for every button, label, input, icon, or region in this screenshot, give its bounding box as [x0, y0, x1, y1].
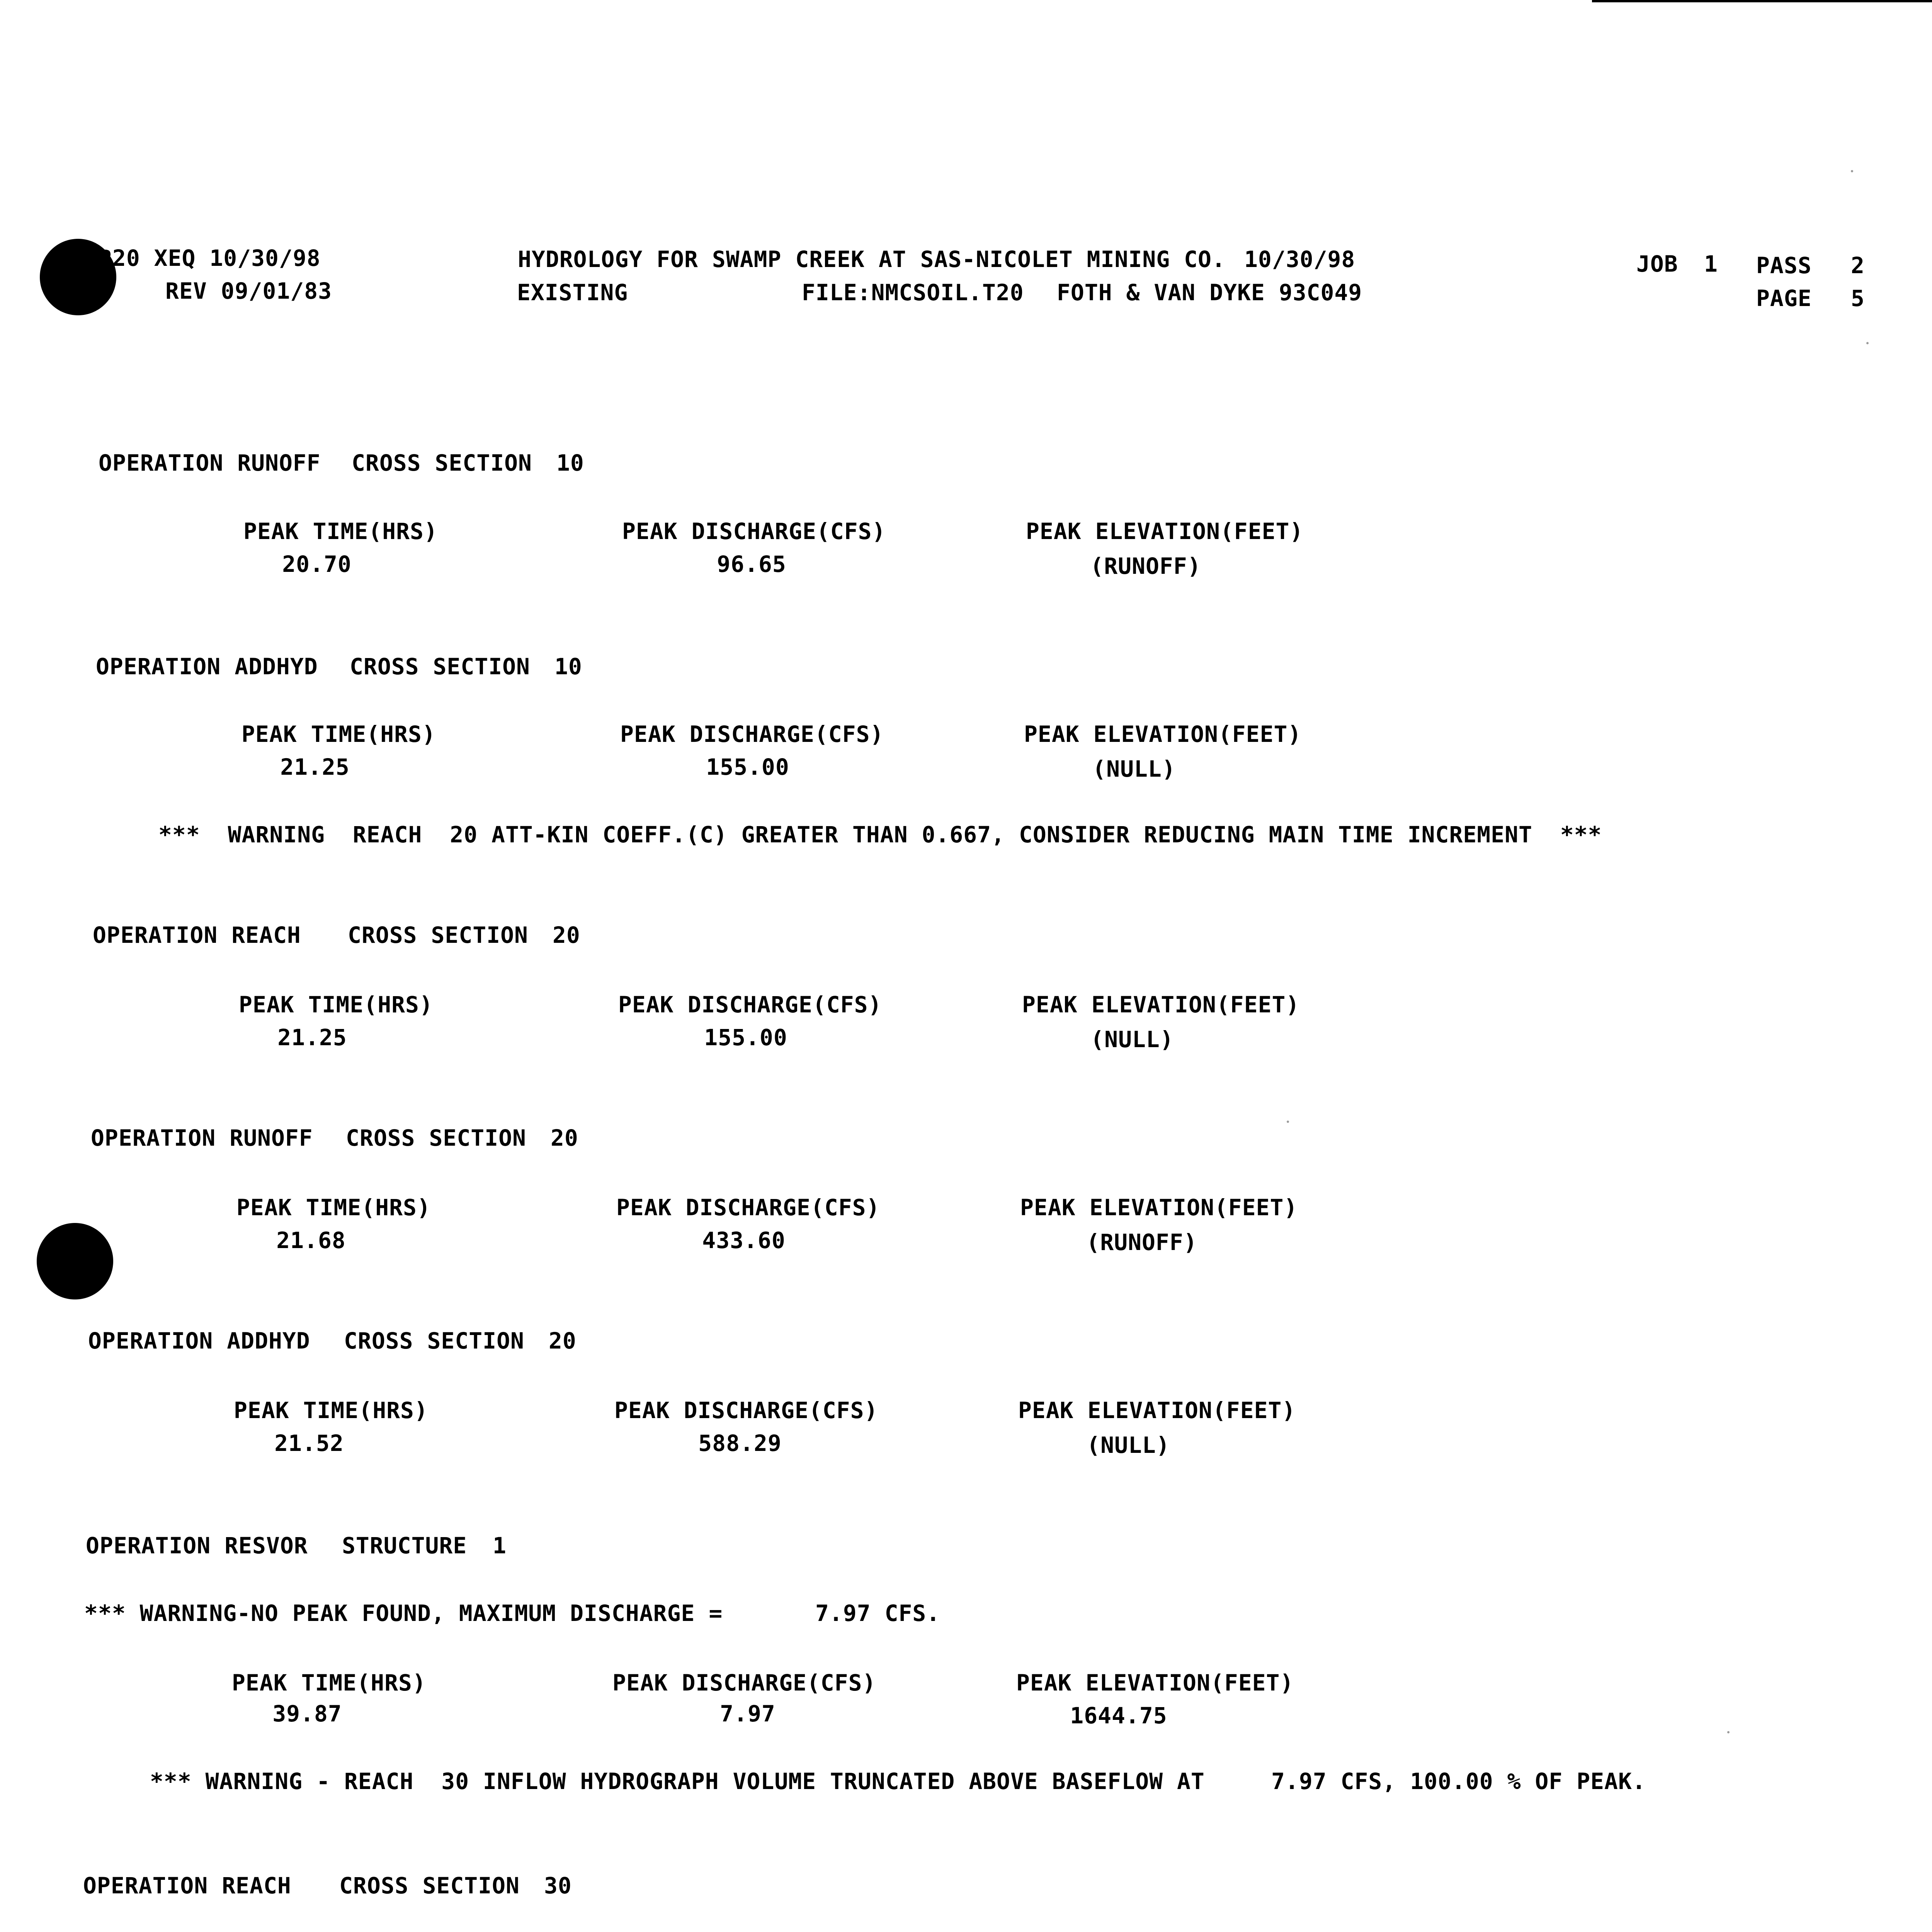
- peak-discharge-value: 96.65: [717, 551, 786, 577]
- warning-reach-20-att-kin: *** WARNING REACH 20 ATT-KIN COEFF.(C) GREATER THAN 0.667, CONSIDER REDUCING MAIN TIME INCREMENT ***: [158, 821, 1602, 848]
- peak-time-value: 20.70: [282, 551, 352, 577]
- peak-elevation-value: (RUNOFF): [1090, 553, 1201, 579]
- operation-label: OPERATION RUNOFF: [91, 1125, 313, 1151]
- section-label: STRUCTURE: [342, 1532, 467, 1559]
- peak-discharge-value: 588.29: [698, 1430, 782, 1456]
- peak-time-value: 21.68: [276, 1227, 346, 1253]
- section-label: CROSS SECTION: [344, 1328, 524, 1354]
- pass-label: PASS: [1756, 252, 1812, 279]
- section-label: CROSS SECTION: [350, 653, 530, 680]
- peak-time-header: PEAK TIME(HRS): [242, 721, 436, 747]
- peak-elevation-header: PEAK ELEVATION(FEET): [1018, 1397, 1296, 1423]
- operation-label: OPERATION ADDHYD: [88, 1328, 310, 1354]
- section-label: CROSS SECTION: [348, 922, 528, 948]
- firm-name: FOTH & VAN DYKE 93C049: [1057, 279, 1362, 306]
- scan-speck: [1727, 1731, 1730, 1733]
- peak-discharge-header: PEAK DISCHARGE(CFS): [620, 721, 884, 747]
- page-value: 5: [1851, 285, 1865, 311]
- section-number: 30: [544, 1872, 572, 1899]
- peak-elevation-header: PEAK ELEVATION(FEET): [1016, 1670, 1294, 1696]
- punch-hole-middle: [37, 1223, 113, 1299]
- peak-time-header: PEAK TIME(HRS): [236, 1194, 431, 1221]
- peak-time-value: 21.25: [280, 754, 350, 780]
- pass-value: 2: [1851, 252, 1865, 279]
- report-title: HYDROLOGY FOR SWAMP CREEK AT SAS-NICOLET MINING CO.: [518, 246, 1226, 272]
- operation-label: OPERATION RESVOR: [86, 1532, 308, 1559]
- peak-time-header: PEAK TIME(HRS): [234, 1397, 428, 1423]
- peak-elevation-header: PEAK ELEVATION(FEET): [1024, 721, 1302, 747]
- peak-time-value: 21.52: [274, 1430, 344, 1456]
- section-number: 20: [553, 922, 580, 948]
- peak-discharge-header: PEAK DISCHARGE(CFS): [614, 1397, 878, 1423]
- peak-time-header: PEAK TIME(HRS): [232, 1670, 426, 1696]
- peak-discharge-value: 155.00: [706, 754, 789, 780]
- peak-elevation-value: (NULL): [1092, 756, 1176, 782]
- peak-elevation-header: PEAK ELEVATION(FEET): [1020, 1194, 1298, 1221]
- peak-elevation-header: PEAK ELEVATION(FEET): [1026, 518, 1304, 544]
- peak-discharge-header: PEAK DISCHARGE(CFS): [618, 992, 882, 1018]
- peak-discharge-header: PEAK DISCHARGE(CFS): [616, 1194, 880, 1221]
- revision-date: REV 09/01/83: [165, 278, 332, 304]
- scan-speck: [1287, 1121, 1289, 1123]
- peak-discharge-value: 433.60: [702, 1227, 786, 1253]
- warning-no-peak-value: 7.97 CFS.: [815, 1600, 940, 1626]
- operation-label: OPERATION ADDHYD: [96, 653, 318, 680]
- peak-discharge-header: PEAK DISCHARGE(CFS): [612, 1670, 876, 1696]
- section-number: 1: [493, 1532, 507, 1559]
- file-name: FILE:NMCSOIL.T20: [802, 279, 1024, 306]
- peak-elevation-header: PEAK ELEVATION(FEET): [1022, 992, 1300, 1018]
- peak-elevation-value: (NULL): [1090, 1026, 1174, 1053]
- peak-discharge-value: 155.00: [704, 1024, 787, 1051]
- scan-speck: [1851, 170, 1853, 172]
- operation-label: OPERATION RUNOFF: [99, 450, 321, 476]
- report-subtitle: EXISTING: [517, 279, 628, 306]
- peak-elevation-value: (RUNOFF): [1086, 1229, 1197, 1255]
- section-number: 20: [551, 1125, 578, 1151]
- scan-speck: [1866, 342, 1869, 344]
- warning-reach-30-truncated: *** WARNING - REACH 30 INFLOW HYDROGRAPH VOLUME TRUNCATED ABOVE BASEFLOW AT: [150, 1768, 1205, 1794]
- section-number: 10: [554, 653, 582, 680]
- peak-time-header: PEAK TIME(HRS): [239, 992, 433, 1018]
- peak-discharge-header: PEAK DISCHARGE(CFS): [622, 518, 886, 544]
- job-value: 1: [1704, 251, 1718, 277]
- program-id: R20 XEQ 10/30/98: [99, 245, 321, 271]
- section-label: CROSS SECTION: [346, 1125, 526, 1151]
- section-number: 10: [556, 450, 584, 476]
- section-label: CROSS SECTION: [339, 1872, 520, 1899]
- section-label: CROSS SECTION: [352, 450, 532, 476]
- peak-time-header: PEAK TIME(HRS): [243, 518, 438, 544]
- peak-time-value: 39.87: [272, 1701, 342, 1727]
- page-label: PAGE: [1756, 285, 1812, 311]
- peak-time-value: 21.25: [277, 1024, 347, 1051]
- peak-elevation-value: (NULL): [1087, 1432, 1170, 1458]
- operation-label: OPERATION REACH: [83, 1872, 291, 1899]
- report-date: 10/30/98: [1244, 246, 1355, 272]
- operation-label: OPERATION REACH: [93, 922, 301, 948]
- section-number: 20: [549, 1328, 577, 1354]
- top-edge-line: [1592, 0, 1932, 2]
- peak-elevation-value: 1644.75: [1070, 1702, 1167, 1729]
- warning-reach-30-truncated-value: 7.97 CFS, 100.00 % OF PEAK.: [1271, 1768, 1646, 1794]
- peak-discharge-value: 7.97: [720, 1701, 776, 1727]
- job-label: JOB: [1636, 251, 1678, 277]
- warning-no-peak-text: *** WARNING-NO PEAK FOUND, MAXIMUM DISCHARGE =: [84, 1600, 723, 1626]
